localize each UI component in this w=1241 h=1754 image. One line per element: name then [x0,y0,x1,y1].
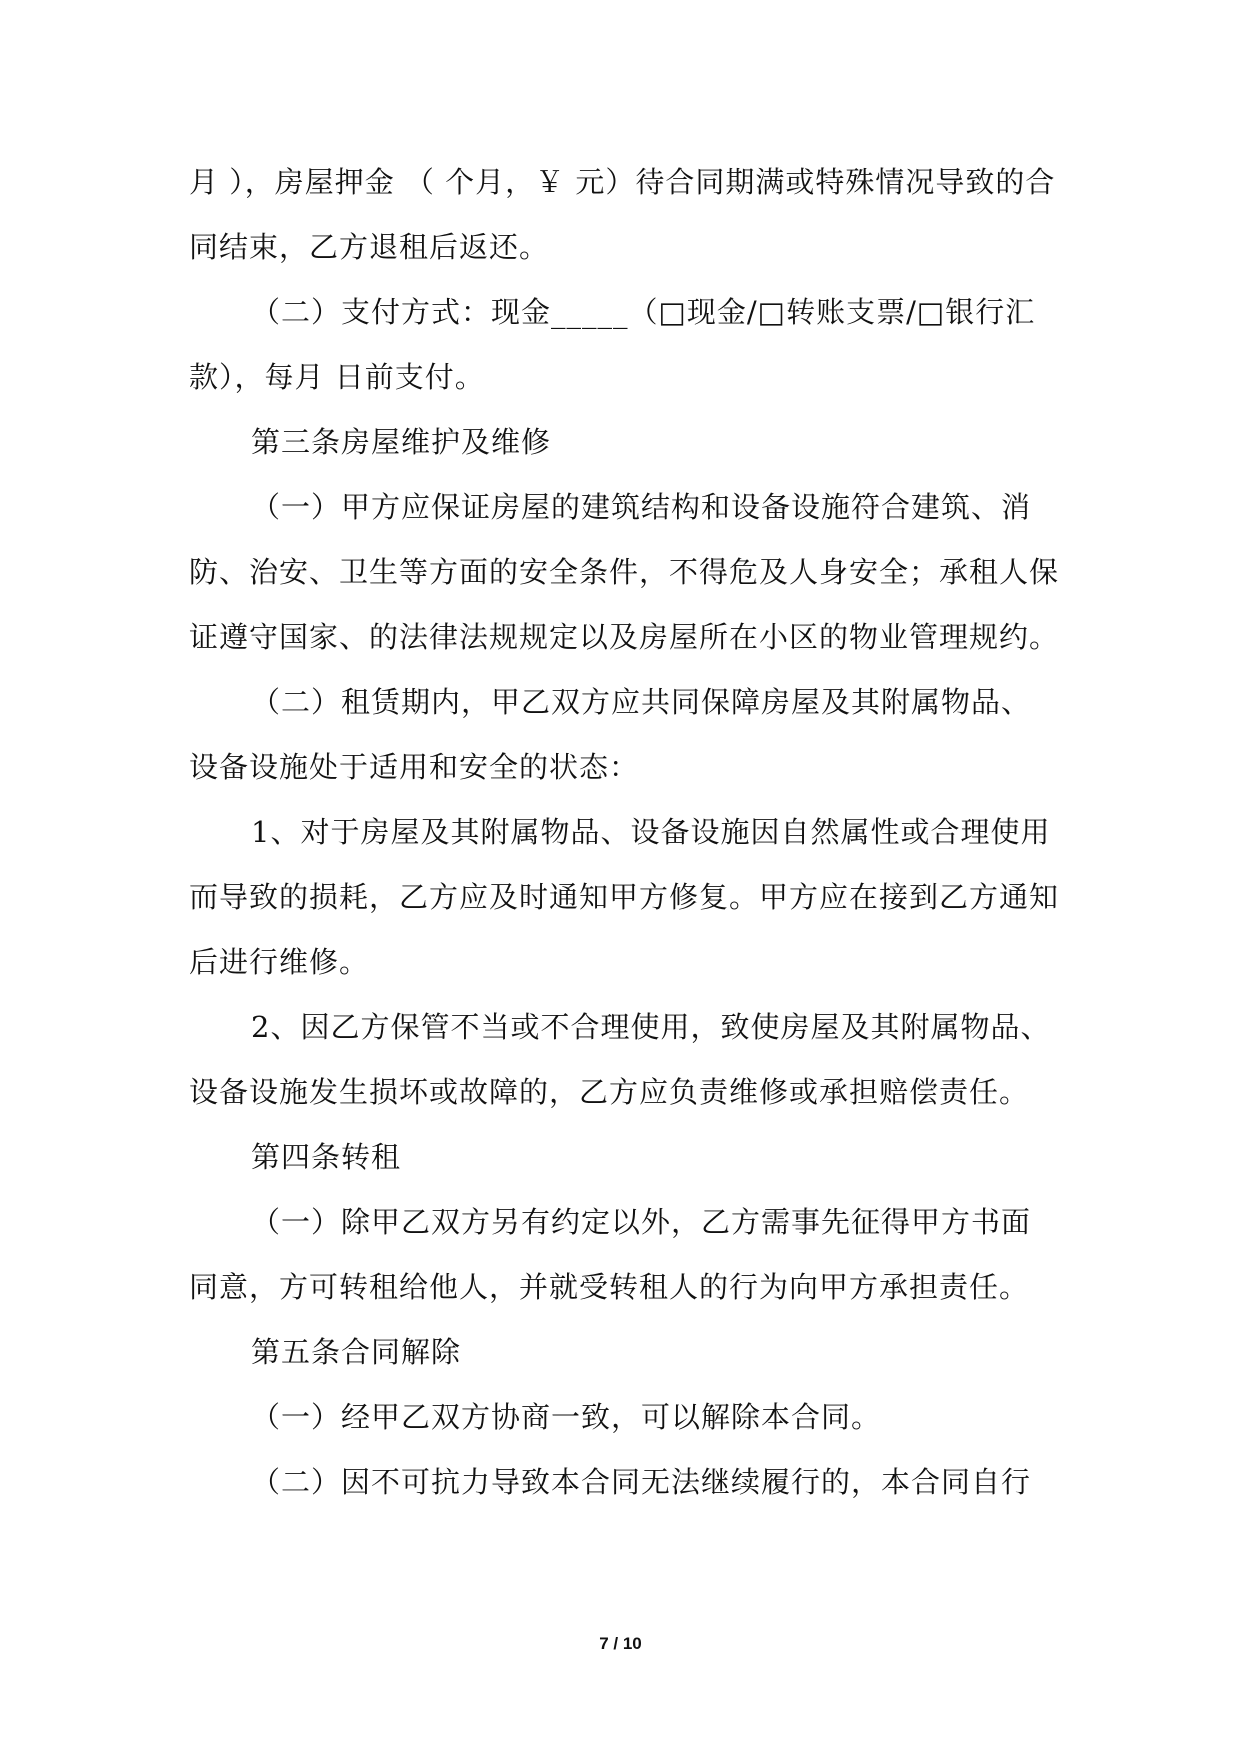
paragraph-deposit-return: 月 ），房屋押金 （ 个月，￥ 元）待合同期满或特殊情况导致的合同结束，乙方退租后返还。 [189,165,1056,264]
paragraph-payment-method: （二）支付方式：现金_____（□现金/□转账支票/□银行汇款），每月 日前支付。 [189,295,1036,394]
heading-article-3: 第三条房屋维护及维修 [251,425,552,459]
paragraph-article-5-clause-2: （二）因不可抗力导致本合同无法继续履行的，本合同自行 [251,1465,1032,1499]
paragraph-article-3-clause-1: （一）甲方应保证房屋的建筑结构和设备设施符合建筑、消防、治安、卫生等方面的安全条件，不得危及人身安全；承租人保证遵守国家、的法律法规规定以及房屋所在小区的物业管理规约。 [189,490,1060,654]
paragraph-article-3-item-2: 2、因乙方保管不当或不合理使用，致使房屋及其附属物品、设备设施发生损坏或故障的，乙方应负责维修或承担赔偿责任。 [189,1010,1051,1109]
document-body [189,150,1059,1515]
paragraph-article-3-clause-2: （二）租赁期内，甲乙双方应共同保障房屋及其附属物品、设备设施处于适用和安全的状态： [189,685,1032,784]
page-number: 7 / 10 [599,1634,642,1653]
paragraph-article-3-item-1: 1、对于房屋及其附属物品、设备设施因自然属性或合理使用而导致的损耗，乙方应及时通知甲方修复。甲方应在接到乙方通知后进行维修。 [189,815,1060,979]
heading-article-4: 第四条转租 [251,1140,402,1174]
paragraph-article-5-clause-1: （一）经甲乙双方协商一致，可以解除本合同。 [251,1400,882,1434]
paragraph-article-4-clause-1: （一）除甲乙双方另有约定以外，乙方需事先征得甲方书面同意，方可转租给他人，并就受转租人的行为向甲方承担责任。 [189,1205,1032,1304]
heading-article-5: 第五条合同解除 [251,1335,462,1369]
